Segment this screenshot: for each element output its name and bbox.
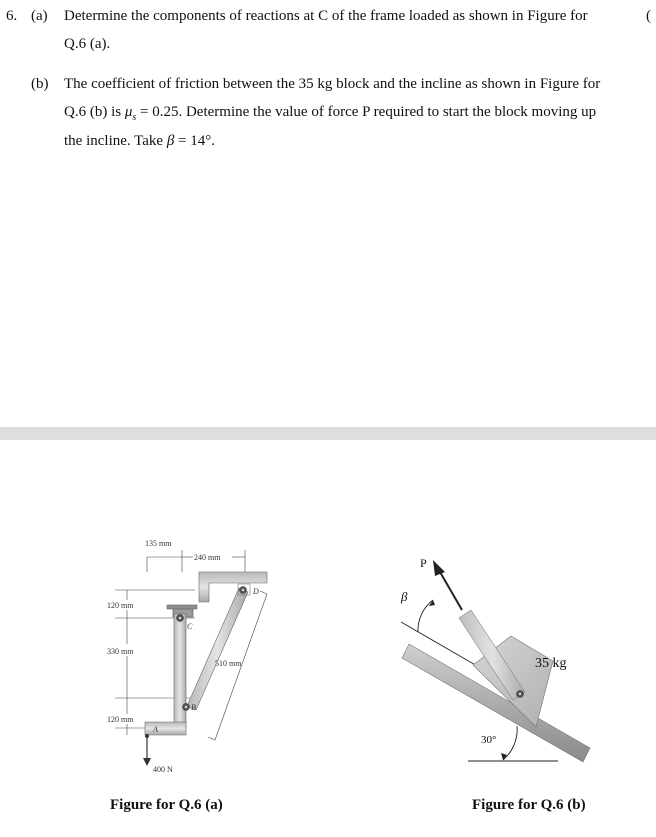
part-b-line-3-post: = 14°. xyxy=(174,133,216,149)
incline-angle-label: 30° xyxy=(481,734,497,746)
label-c: C xyxy=(187,622,193,631)
label-b: B xyxy=(191,703,196,712)
section-divider xyxy=(0,427,656,440)
beta-symbol: β xyxy=(166,133,175,149)
figure-b-caption: Figure for Q.6 (b) xyxy=(472,797,586,813)
load-label: 400 N xyxy=(153,765,173,774)
dim-135-label: 135 mm xyxy=(145,539,172,548)
part-b-line-1: The coefficient of friction between the 35 kg block and the incline as shown in Figure for xyxy=(64,76,601,92)
part-b-line-2-pre: Q.6 (b) is xyxy=(64,104,125,120)
dim-510-label: 510 mm xyxy=(215,659,242,668)
part-a-line-2: Q.6 (a). xyxy=(64,36,111,52)
mu-symbol: μ xyxy=(124,104,133,120)
question-number: 6. xyxy=(6,8,18,24)
label-a: A xyxy=(153,725,158,734)
figure-b-incline xyxy=(395,548,595,783)
part-b-line-3 xyxy=(64,127,215,155)
beta-angle-label: β xyxy=(401,589,408,604)
part-b-line-2-post: = 0.25. Determine the value of force P required to start the block moving up xyxy=(136,104,597,120)
label-d: D xyxy=(253,587,259,596)
dim-120-top-label: 120 mm xyxy=(107,601,134,610)
mass-label: 35 kg xyxy=(535,656,567,671)
part-b-label: (b) xyxy=(31,76,49,92)
part-a-line-1: Determine the components of reactions at C of the frame loaded as shown in Figure for xyxy=(64,8,588,24)
mu-subscript: s xyxy=(132,112,137,123)
figure-a-caption: Figure for Q.6 (a) xyxy=(110,797,223,813)
part-a-label: (a) xyxy=(31,8,48,24)
dim-240-label: 240 mm xyxy=(194,553,221,562)
cut-off-char: ( xyxy=(646,8,651,24)
part-b-line-3-pre: the incline. Take xyxy=(64,133,167,149)
force-p-label: P xyxy=(420,556,427,570)
dim-330-label: 330 mm xyxy=(107,647,134,656)
figure-a-frame xyxy=(95,530,295,790)
dim-120-bottom-label: 120 mm xyxy=(107,715,134,724)
